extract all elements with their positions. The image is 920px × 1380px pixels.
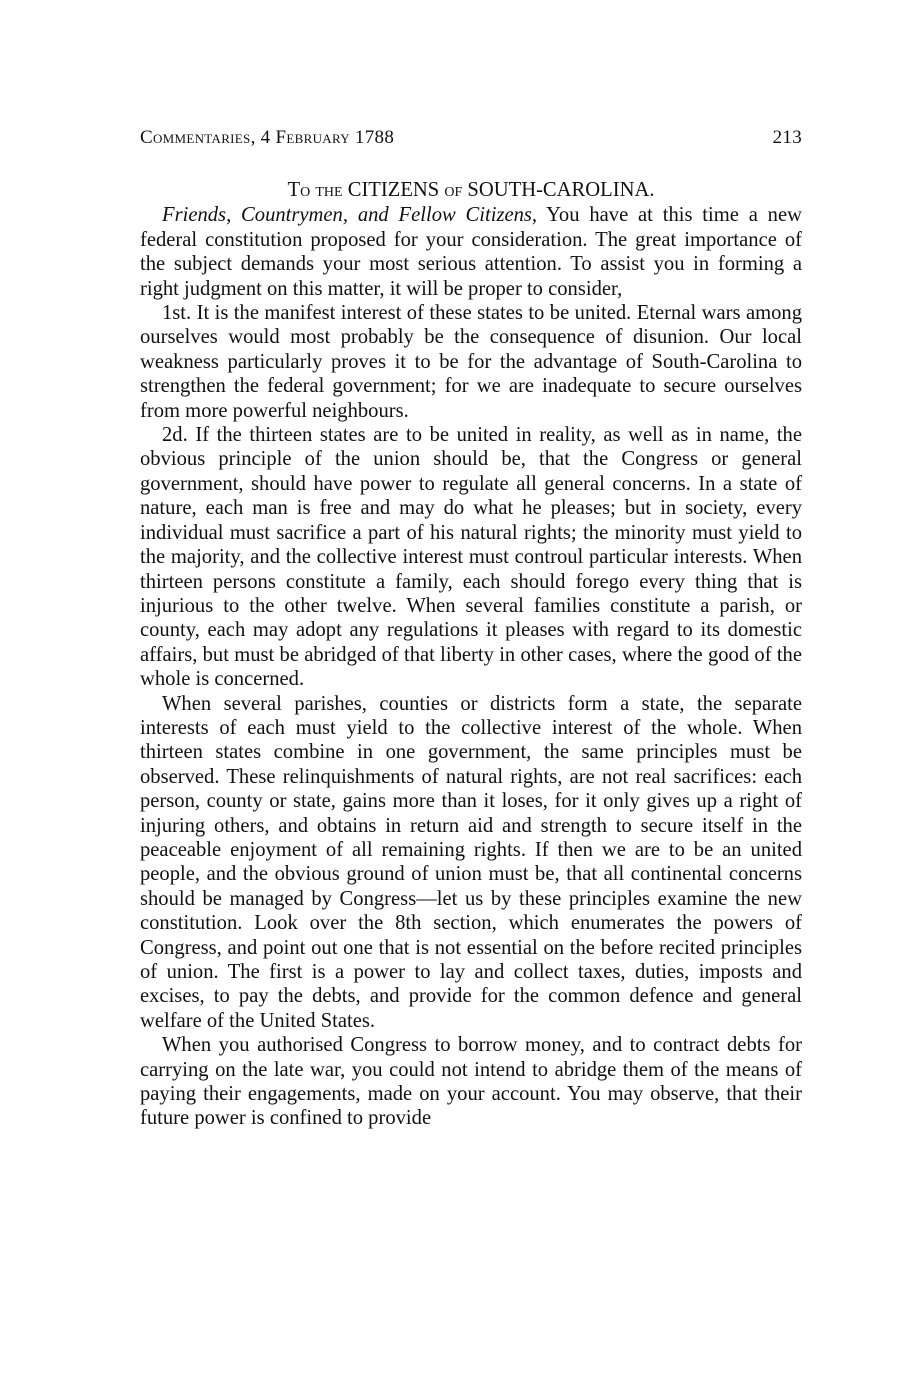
paragraph-3: 2d. If the thirteen states are to be united in reality, as well as in name, the obvious principle of the union should be, that the Congress or general government, should have power to regulate all general concerns. In a state of nature, each man is free and may do what he pleases; but in society, every individual must sacrifice a part of his natural rights; the minority must yield to the majority, and the collective interest must controul particular interests. When thirteen persons constitute a family, each should forego every thing that is injurious to the other twelve. When several families constitute a parish, or county, each may adopt any regulations it pleases with regard to its domestic affairs, but must be abridged of that liberty in other cases, where the good of the whole is concerned. (140, 424, 802, 691)
salutation: Friends, Countrymen, and Fellow Citizens, (162, 204, 538, 227)
article-heading: To the CITIZENS of SOUTH-CAROLINA. (287, 179, 655, 201)
paragraph-4: When several parishes, counties or districts form a state, the separate interests of each must yield to the collective interest of the whole. When thirteen states combine in one government, the same principles must be observed. These relinquishments of natural rights, are not real sacrifices: each person, county or state, gains more than it loses, for it only gives up a right of injuring others, and obtains in return aid and strength to secure itself in the peaceable enjoyment of all remaining rights. If then we are to be an united people, and the obvious ground of union must be, that all continental concerns should be managed by Congress—let us by these principles examine the new constitution. Look over the 8th section, which enumerates the powers of Congress, and point out one that is not essential on the before recited principles of union. The first is a power to lay and collect taxes, duties, imposts and excises, to pay the debts, and provide for the common defence and general welfare of the United States. (140, 692, 802, 1032)
paragraph-1-text: You have at this time a new federal constitution proposed for your consideration. The great importance of the subject demands your most serious attention. To assist you in forming a right judgment on this matter, it will be proper to consider, (140, 204, 802, 300)
paragraph-5: When you authorised Congress to borrow money, and to contract debts for carrying on the late war, you could not intend to abridge them of the means of paying their engagements, made on your account. You may observe, that their future power is confined to provide (140, 1034, 802, 1130)
page-number: 213 (772, 127, 802, 148)
running-head (140, 127, 802, 153)
running-head-title: Commentaries, 4 February 1788 (140, 127, 395, 148)
paragraph-2: 1st. It is the manifest interest of these states to be united. Eternal wars among ourselves would most probably be the consequence of disunion. Our local weakness particularly proves it to be for the advantage of South-Carolina to strengthen the federal government; for we are inadequate to secure ourselves from more powerful neighbours. (140, 302, 802, 422)
body-text (140, 178, 802, 1131)
paragraph-1 (140, 203, 802, 301)
